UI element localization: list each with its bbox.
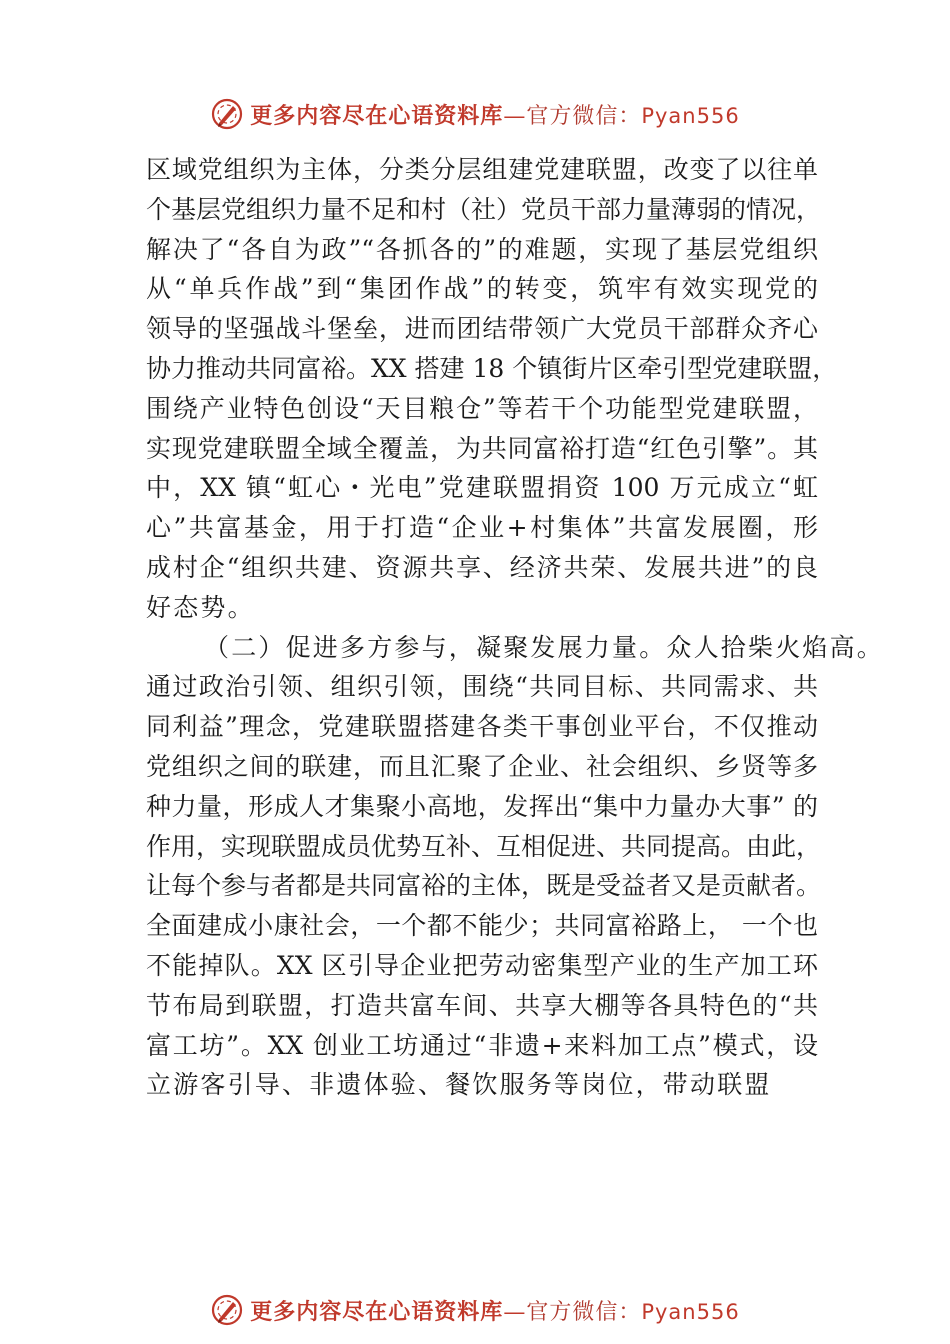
watermark-wechat-id: Pyan556 — [641, 103, 740, 128]
text-line: 解决了“各自为政”“各抓各的”的难题，实现了基层党组织 — [146, 234, 818, 264]
header-watermark — [0, 96, 950, 132]
text-line: 个基层党组织力量不足和村（社）党员干部力量薄弱的情况， — [146, 194, 822, 224]
watermark-separator: — — [503, 1299, 527, 1325]
text-line: 围绕产业特色创设“天目粮仓”等若干个功能型党建联盟， — [146, 393, 818, 423]
text-line: 中，XX 镇“虹心・光电”党建联盟捐资 100 万元成立“虹 — [146, 473, 818, 503]
text-line: 同利益”理念，党建联盟搭建各类干事创业平台，不仅推动 — [146, 712, 818, 742]
watermark-separator: — — [503, 103, 527, 129]
pen-logo-icon — [210, 1293, 244, 1327]
text-line: 通过政治引领、组织引领，围绕“共同目标、共同需求、共 — [146, 672, 818, 702]
text-line: 种力量，形成人才集聚小高地，发挥出“集中力量办大事” 的 — [146, 791, 818, 821]
text-line: 协力推动共同富裕。XX 搭建 18 个镇街片区牵引型党建联盟， — [146, 353, 838, 383]
pen-logo-icon — [210, 97, 244, 131]
text-line: 作用，实现联盟成员优势互补、互相促进、共同提高。由此， — [146, 831, 822, 861]
text-line: 让每个参与者都是共同富裕的主体，既是受益者又是贡献者。 — [146, 871, 822, 901]
watermark-label: 官方微信： — [526, 103, 642, 129]
section-heading-line: （二）促进多方参与，凝聚发展力量。众人拾柴火焰高。 — [204, 632, 885, 662]
text-line: 不能掉队。XX 区引导企业把劳动密集型产业的生产加工环 — [146, 950, 818, 980]
text-line: 立游客引导、非遗体验、餐饮服务等岗位，带动联盟 — [146, 1070, 772, 1100]
watermark-site: 更多内容尽在心语资料库 — [250, 1298, 504, 1325]
text-line: 心”共富基金，用于打造“企业+村集体”共富发展圈，形 — [146, 513, 818, 543]
text-line: 好态势。 — [146, 592, 255, 622]
watermark-text — [250, 1295, 739, 1326]
text-line: 节布局到联盟，打造共富车间、共享大棚等各具特色的“共 — [146, 990, 818, 1020]
text-line: 全面建成小康社会，一个都不能少；共同富裕路上， 一个也 — [146, 911, 818, 941]
text-line: 实现党建联盟全域全覆盖，为共同富裕打造“红色引擎”。其 — [146, 433, 818, 463]
text-line: 富工坊”。XX 创业工坊通过“非遗+来料加工点”模式，设 — [146, 1030, 818, 1060]
watermark-label: 官方微信： — [526, 1299, 642, 1325]
watermark-wechat-id: Pyan556 — [641, 1299, 740, 1324]
watermark-site: 更多内容尽在心语资料库 — [250, 102, 504, 129]
text-line: 区域党组织为主体，分类分层组建党建联盟，改变了以往单 — [146, 155, 818, 184]
text-line: 领导的坚强战斗堡垒，进而团结带领广大党员干部群众齐心 — [146, 314, 818, 344]
text-line: 成村企“组织共建、资源共享、经济共荣、发展共进”的良 — [146, 552, 818, 582]
text-line: 党组织之间的联建，而且汇聚了企业、社会组织、乡贤等多 — [146, 751, 818, 781]
footer-watermark — [0, 1292, 950, 1328]
watermark-text — [250, 99, 739, 130]
document-body — [146, 150, 885, 1105]
text-line: 从“单兵作战”到“集团作战”的转变，筑牢有效实现党的 — [146, 274, 818, 304]
